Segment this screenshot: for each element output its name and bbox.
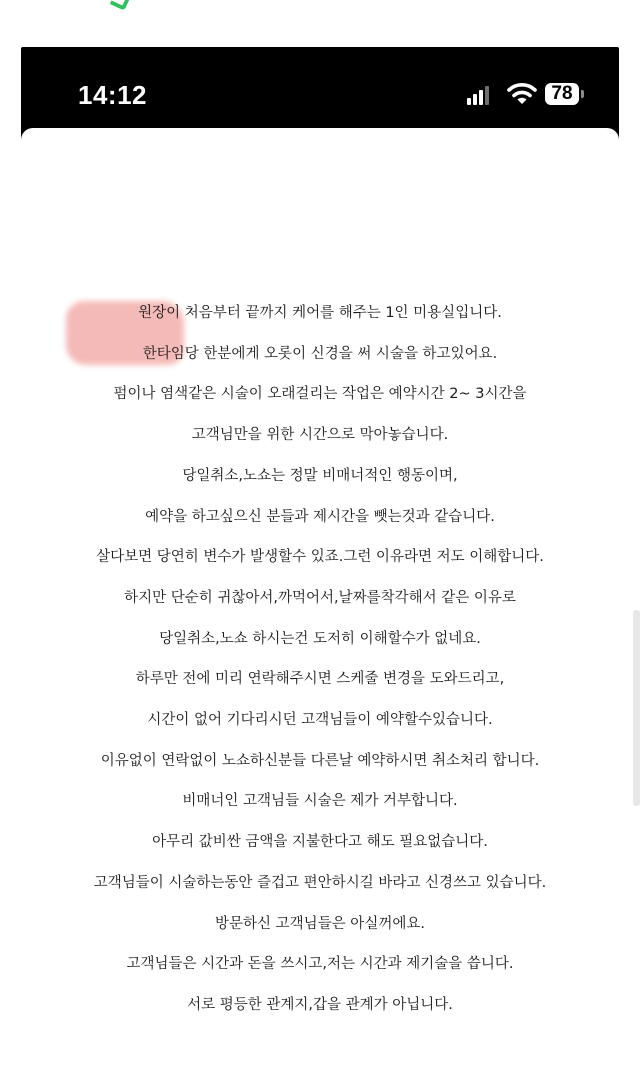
notice-line: 하지만 단순히 귀찮아서,까먹어서,날짜를착각해서 같은 이유로 [124, 590, 516, 606]
cellular-signal-icon [467, 85, 493, 105]
wifi-icon [507, 81, 537, 107]
scrollbar[interactable] [633, 610, 640, 806]
status-time: 14:12 [78, 80, 147, 110]
battery-cap [581, 90, 584, 98]
notice-line: 고객님들은 시간과 돈을 쓰시고,저는 시간과 제기술을 씁니다. [126, 956, 514, 972]
notice-line: 아무리 값비싼 금액을 지불한다고 해도 필요없습니다. [152, 834, 488, 850]
status-bar [21, 47, 619, 129]
notice-line: 이유없이 연락없이 노쇼하신분들 다른날 예약하시면 취소처리 합니다. [100, 753, 540, 769]
notice-line: 살다보면 당연히 변수가 발생할수 있죠.그런 이유라면 저도 이해합니다. [96, 549, 544, 565]
app-logo-fragment [110, 0, 130, 11]
battery-icon [545, 83, 579, 105]
notice-line: 고객님들이 시술하는동안 즐겁고 편안하시길 바라고 신경쓰고 있습니다. [93, 875, 547, 891]
notice-line: 당일취소,노쇼 하시는건 도저히 이해할수가 없네요. [159, 631, 481, 647]
notice-line: 예약을 하고싶으신 분들과 제시간을 뺏는것과 같습니다. [145, 509, 495, 525]
notice-line: 원장이 처음부터 끝까지 케어를 해주는 1인 미용실입니다. [138, 305, 502, 321]
notice-line: 시간이 없어 기다리시던 고객님들이 예약할수있습니다. [147, 712, 493, 728]
notice-line: 고객님만을 위한 시간으로 막아놓습니다. [191, 427, 449, 443]
notice-line: 서로 평등한 관계지,갑을 관계가 아닙니다. [187, 997, 453, 1013]
notice-line: 방문하신 고객님들은 아실꺼에요. [215, 916, 425, 932]
notice-line: 한타임당 한분에게 오롯이 신경을 써 시술을 하고있어요. [142, 346, 498, 362]
notice-line: 펌이나 염색같은 시술이 오래걸리는 작업은 예약시간 2~ 3시간을 [113, 386, 527, 402]
notice-line: 당일취소,노쇼는 정말 비매너적인 행동이며, [182, 468, 458, 484]
battery-level: 78 [551, 83, 573, 104]
notice-line: 하루만 전에 미리 연락해주시면 스케줄 변경을 도와드리고, [135, 671, 505, 687]
notice-line: 비매너인 고객님들 시술은 제가 거부합니다. [182, 793, 458, 809]
